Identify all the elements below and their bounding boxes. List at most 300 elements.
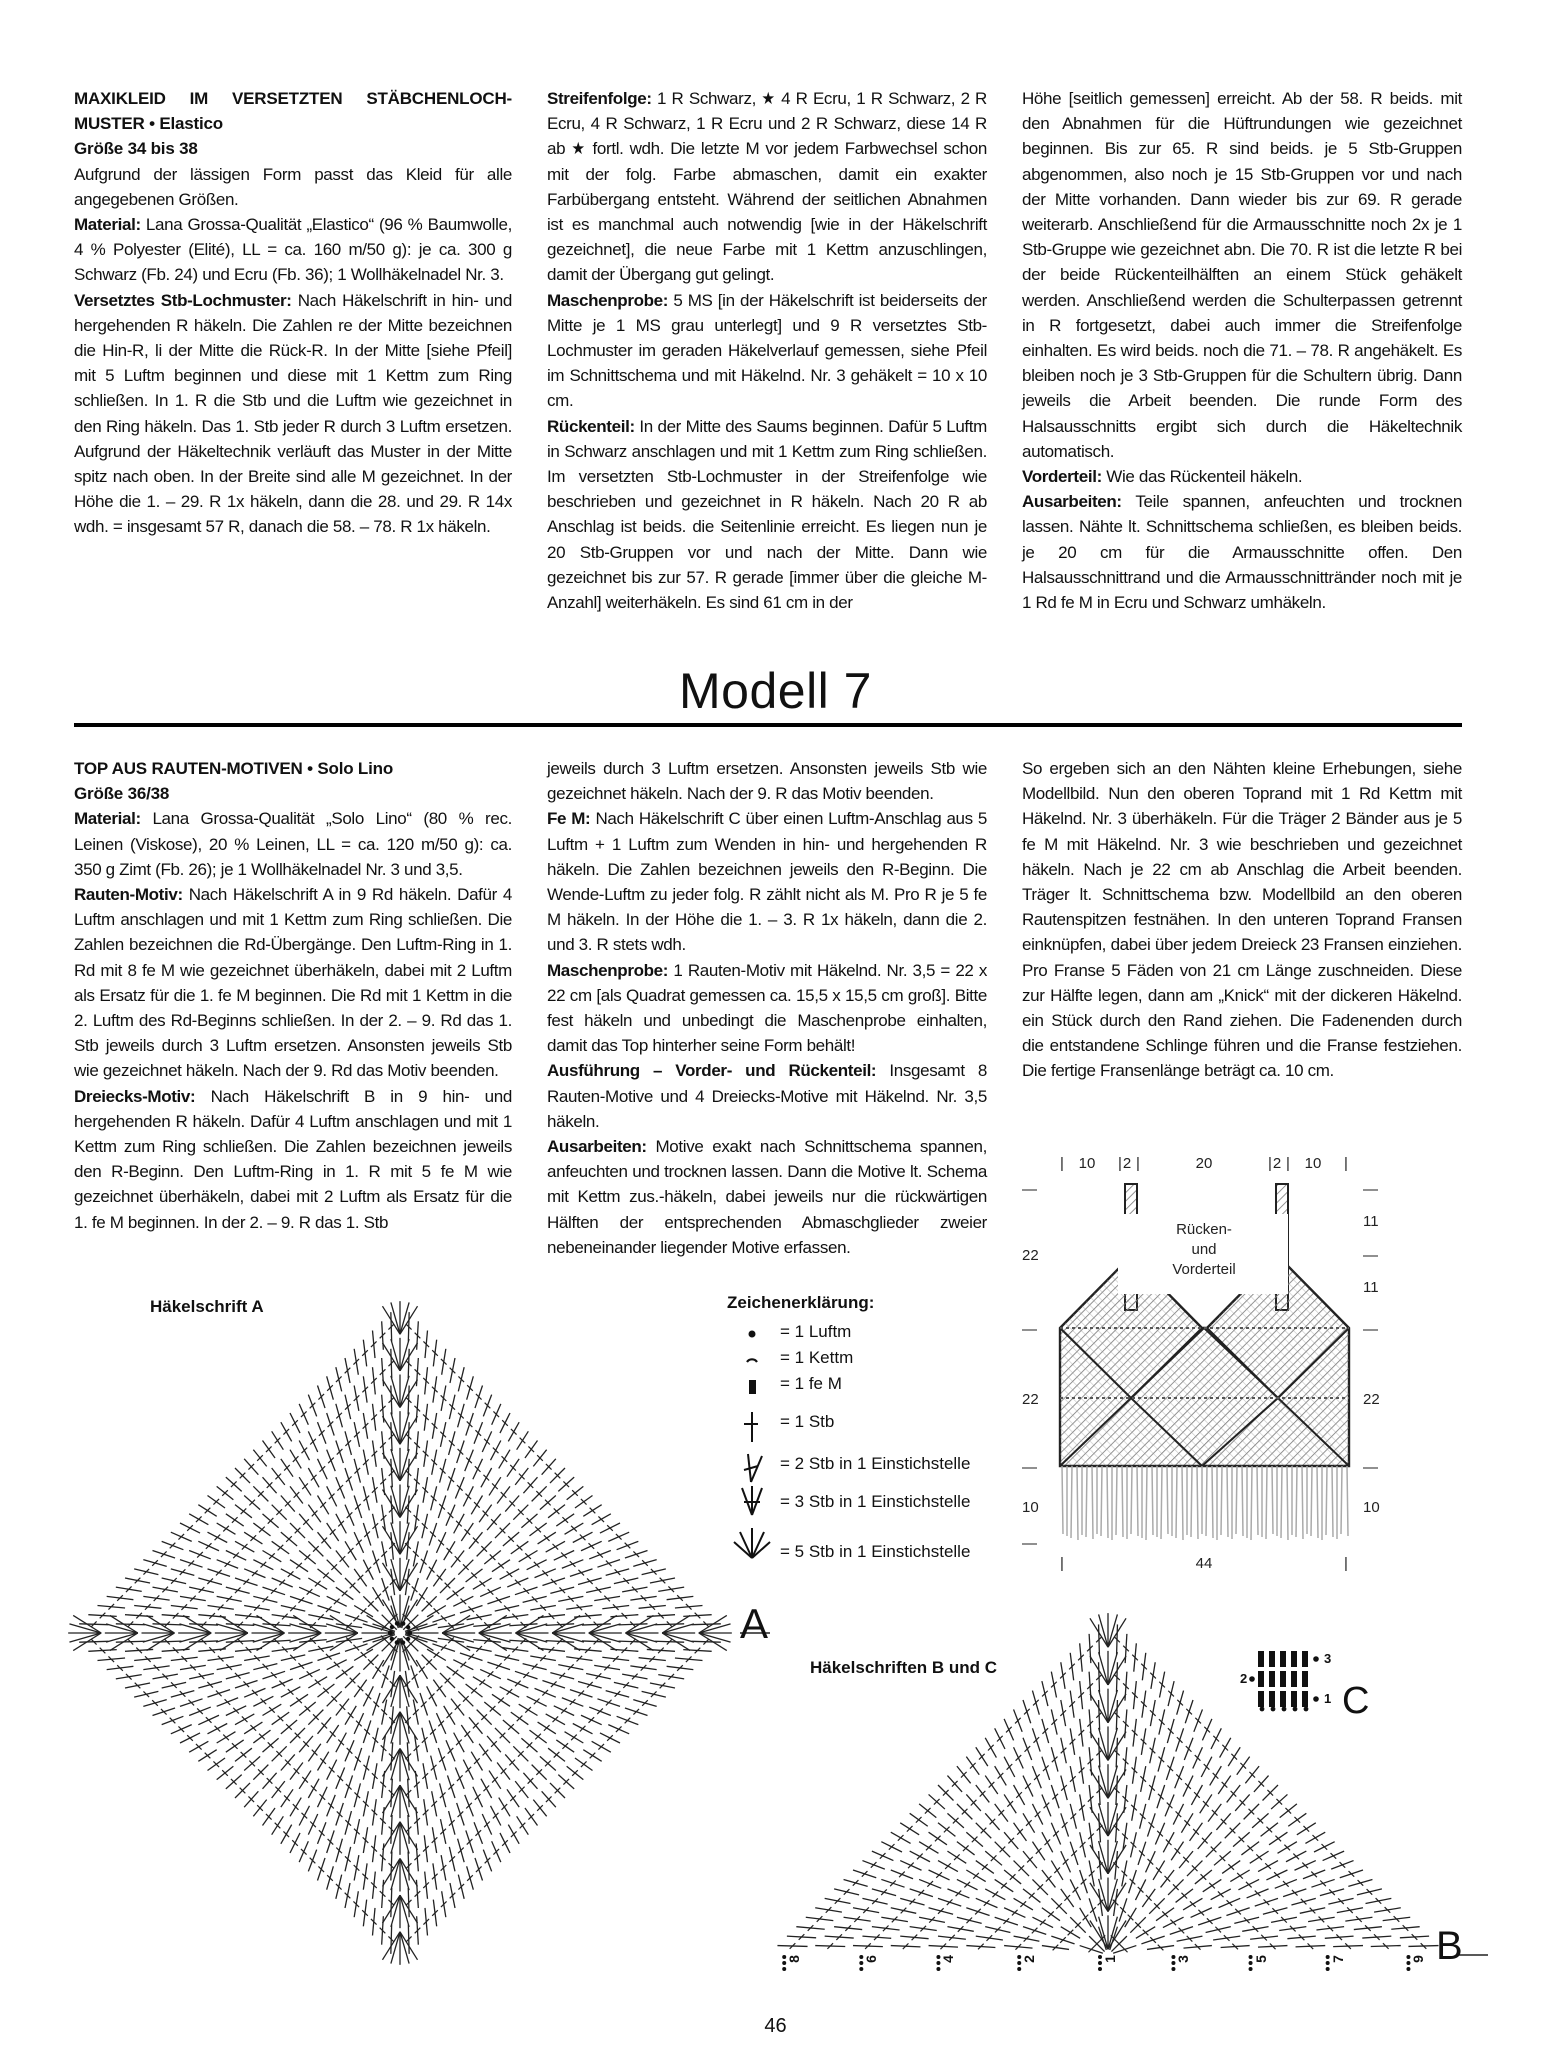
stitch-mark	[929, 1917, 935, 1923]
stitch-mark	[925, 1808, 931, 1814]
stitch-mark	[1052, 1794, 1058, 1800]
stitch-mark	[429, 1693, 435, 1699]
stitch-mark	[892, 1917, 898, 1923]
stitch-mark	[106, 1624, 138, 1633]
stitch-mark	[1075, 1922, 1081, 1928]
stitch-mark	[515, 1681, 521, 1687]
stitch-mark	[985, 1813, 999, 1830]
fringe-mark	[1332, 1466, 1333, 1537]
stitch-mark	[1275, 1879, 1297, 1888]
stitch-mark	[1099, 1879, 1108, 1912]
stitch-mark	[890, 1880, 896, 1886]
stitch-mark	[966, 1917, 972, 1923]
stitch-mark	[949, 1935, 955, 1941]
stitch-mark	[553, 1544, 559, 1550]
stitch-mark	[553, 1716, 559, 1722]
stitch-mark	[1099, 1624, 1100, 1654]
stitch-mark	[929, 1794, 945, 1809]
stitch-mark	[1004, 1794, 1016, 1813]
fringe-mark	[1341, 1466, 1342, 1534]
stitch-mark	[1228, 1864, 1234, 1870]
stitch-mark	[1064, 1895, 1070, 1901]
stitch-mark	[311, 1475, 317, 1481]
stitch-mark	[511, 1831, 517, 1837]
stitch-mark	[1297, 1823, 1316, 1835]
stitch-mark	[106, 1633, 138, 1642]
stitch-mark	[400, 1822, 409, 1854]
stitch-mark	[311, 1786, 317, 1792]
stitch-mark	[898, 1835, 904, 1841]
stitch-mark	[1114, 1889, 1118, 1916]
paragraph	[74, 756, 512, 781]
diagram-a-title: Häkelschrift A	[150, 1297, 264, 1316]
stitch-mark	[1089, 1871, 1095, 1877]
stitch-mark	[1024, 1709, 1030, 1715]
fringe-mark	[1266, 1466, 1267, 1539]
stitch-mark	[1163, 1832, 1174, 1852]
stitch-mark	[1269, 1832, 1287, 1845]
stitch-mark	[1012, 1910, 1018, 1916]
stitch-mark	[978, 1944, 984, 1950]
stitch-mark	[1023, 1927, 1046, 1935]
stitch-mark	[1090, 1807, 1108, 1836]
stitch-mark	[1314, 1842, 1335, 1852]
stitch-mark	[1018, 1865, 1024, 1871]
stitch-mark	[320, 1794, 326, 1800]
stitch-mark	[1354, 1927, 1382, 1930]
stitch-mark	[1051, 1719, 1057, 1725]
stitch-mark	[1198, 1917, 1221, 1925]
stitch-mark	[1051, 1823, 1060, 1845]
stitch-mark	[310, 1403, 316, 1409]
stitch-mark	[571, 1526, 577, 1532]
stitch-mark	[1142, 1653, 1145, 1681]
stitch-mark	[178, 1726, 184, 1732]
stitch-mark	[1146, 1851, 1156, 1872]
stitch-mark	[1116, 1776, 1118, 1805]
stitch-mark	[1124, 1785, 1127, 1813]
mid-column-2	[547, 756, 987, 1260]
stitch-mark	[1170, 1927, 1193, 1935]
stitch-mark	[976, 1861, 994, 1874]
stitch-mark	[991, 1855, 997, 1861]
stitch-mark	[1078, 1730, 1084, 1736]
stitch-mark	[919, 1842, 938, 1854]
chain-mark	[395, 1621, 399, 1625]
chart-c-row-1: 1	[1324, 1691, 1332, 1706]
stitch-mark	[542, 1690, 548, 1696]
stitch-mark	[1007, 1764, 1013, 1770]
stitch-mark	[998, 1773, 1004, 1779]
stitch-mark	[1114, 1750, 1120, 1756]
body-text: In der Mitte des Saums beginnen. Dafür 5 Luftm in Schwarz anschlagen und mit 1 Kettm zum Ring schließen. Im versetzten Stb-Lochmuster in der Streifenfolge wie beschrieben und gezeichnet in R häkeln. Nach 20 R ab Anschlag ist beids. die Seitenlinie erreicht. Es liegen nun je 20 Stb-Gruppen vor und nach der Mitte. Dann wie gezeichnet bis zur 57. R gerade [immer über die gleiche M-Anzahl] weiterhäkeln. Es sind 61 cm in der	[547, 416, 987, 613]
stitch-mark	[507, 1571, 513, 1577]
stitch-mark	[985, 1927, 1010, 1933]
heading: MAXIKLEID IM VERSETZTEN STÄBCHENLOCH-MUSTER • Elastico	[74, 89, 512, 134]
stitch-mark	[662, 1633, 694, 1642]
stitch-mark	[1184, 1738, 1193, 1760]
stitch-mark	[1183, 1946, 1211, 1949]
stitch-mark	[1130, 1917, 1145, 1932]
chain-mark	[1098, 1967, 1102, 1971]
stitch-mark	[269, 1707, 275, 1713]
stitch-mark	[1108, 1732, 1126, 1761]
stitch-mark	[1340, 1862, 1346, 1868]
stitch-mark	[1089, 1861, 1094, 1887]
paragraph	[74, 882, 512, 1084]
chain-mark	[395, 1640, 399, 1644]
stitch-mark	[1230, 1828, 1236, 1834]
stitch-mark	[1168, 1681, 1174, 1706]
stitch-mark	[1123, 1646, 1129, 1652]
stitch-mark	[1253, 1926, 1259, 1932]
stitch-mark	[1090, 1907, 1096, 1913]
stitch-mark	[1210, 1766, 1222, 1785]
schema-dim-right-3: 22	[1363, 1391, 1380, 1408]
stitch-mark	[1227, 1900, 1233, 1906]
fringe-mark	[1071, 1466, 1072, 1538]
stitch-mark	[1271, 1917, 1297, 1922]
stitch-mark	[1023, 1851, 1037, 1868]
stitch-mark	[995, 1879, 1014, 1891]
legend-item-3dc: = 3 Stb in 1 Einstichstelle	[780, 1492, 971, 1511]
stitch-mark	[1090, 1769, 1108, 1798]
stitch-mark	[1023, 1889, 1040, 1903]
svg-text:|: |	[1344, 1155, 1348, 1172]
stitch-mark	[571, 1735, 577, 1741]
chart-b-row-label: 6	[863, 1955, 880, 1963]
schema-label-3: Vorderteil	[1172, 1261, 1236, 1278]
stitch-mark	[997, 1736, 1003, 1742]
stitch-mark	[570, 1699, 576, 1705]
stitch-mark	[1139, 1850, 1145, 1856]
stitch-mark	[329, 1767, 335, 1773]
stitch-mark	[329, 1494, 335, 1500]
stitch-mark	[493, 1411, 499, 1417]
chain-mark	[390, 1637, 394, 1641]
stitch-mark	[1042, 1870, 1056, 1887]
stitch-mark	[1138, 1887, 1144, 1893]
stitch-mark	[1071, 1850, 1077, 1856]
stitch-mark	[1200, 1794, 1212, 1813]
stitch-mark	[1140, 1813, 1146, 1819]
stitch-mark	[361, 1608, 367, 1614]
stitch-mark	[375, 1594, 381, 1600]
stitch-mark	[1040, 1920, 1046, 1926]
stitch-mark	[971, 1800, 977, 1806]
stitch-mark	[1070, 1739, 1076, 1745]
fringe-mark	[1122, 1466, 1123, 1537]
legend-item-dc: = 1 Stb	[780, 1412, 835, 1431]
stitch-mark	[400, 1712, 418, 1740]
stitch-mark	[1366, 1898, 1392, 1903]
stitch-mark	[1327, 1925, 1333, 1931]
stitch-mark	[836, 1934, 842, 1940]
stitch-mark	[320, 1466, 326, 1472]
stitch-mark	[1099, 1803, 1108, 1836]
stitch-mark	[1080, 1870, 1088, 1893]
stitch-mark	[1191, 1908, 1212, 1918]
stitch-mark	[69, 1624, 101, 1633]
stitch-mark	[1383, 1943, 1389, 1949]
stitch-mark	[315, 1680, 321, 1686]
stitch-mark	[1123, 1759, 1129, 1765]
stitch-mark	[1090, 1656, 1108, 1685]
stitch-mark	[616, 1534, 622, 1540]
stitch-mark	[1097, 1862, 1103, 1868]
stitch-mark	[1001, 1883, 1007, 1889]
stitch-mark	[945, 1863, 951, 1869]
stitch-mark	[1120, 1907, 1126, 1913]
stitch-mark	[1141, 1936, 1164, 1944]
stitch-mark	[1195, 1870, 1212, 1884]
stitch-mark	[1089, 1898, 1097, 1921]
stitch-mark	[1183, 1898, 1202, 1910]
stitch-mark	[1062, 1822, 1068, 1828]
stitch-mark	[1151, 1662, 1155, 1689]
stitch-mark	[1116, 1813, 1118, 1842]
stitch-mark	[1195, 1944, 1201, 1950]
body-text: Höhe [seitlich gemessen] erreicht. Ab der 58. R beids. mit den Abnahmen für die Hüftrundungen wie gezeichnet beginnen. Bis zur 65. R sind beids. je 5 Stb-Gruppen abgenommen, also noch je 15 Stb-Gruppen vor und nach der Mitte vorhanden. Dann wieder bis zur 69. R gerade weiterarb. Anschließend für die Armausschnitte noch 2x je 1 Stb-Gruppe wie gezeichnet abn. Die 70. R ist die letzte R bei der beide Rückenteilhälften an einem Stück gehäkelt werden. Anschließend werden die Schulterpassen getrennt in R fortgesetzt, dabei auch immer die Streifenfolge einhalten. Es wird beids. noch die 71. – 78. R angehäkelt. Es bleiben noch je 3 Stb-Gruppen für die Schultern übrig. Dann jeweils die Arbeit beenden. Die runde Form des Halsausschnitts ergibt sich durch die Häkeltechnik automatisch.	[1022, 89, 1462, 461]
chain-mark	[401, 1640, 405, 1644]
stitch-mark	[1244, 1917, 1250, 1923]
stitch-mark	[1149, 1898, 1164, 1913]
stitch-mark	[929, 1908, 954, 1914]
stitch-mark	[1029, 1893, 1035, 1899]
svg-text:|: |	[1118, 1155, 1122, 1172]
chart-b-row-label: 7	[1329, 1955, 1346, 1963]
stitch-mark	[1116, 1941, 1122, 1947]
schema-dim-top-5: 10	[1304, 1155, 1322, 1172]
chart-b-row-label: 3	[1175, 1955, 1192, 1963]
svg-text:—: —	[1363, 1321, 1378, 1338]
stitch-mark	[1108, 1803, 1117, 1836]
stitch-mark	[589, 1717, 595, 1723]
stitch-mark	[957, 1917, 982, 1923]
stitch-mark	[1222, 1745, 1228, 1751]
stitch-mark	[561, 1708, 567, 1714]
stitch-mark	[872, 1927, 900, 1930]
stitch-mark	[1183, 1857, 1189, 1863]
stitch-mark	[197, 1552, 203, 1558]
stitch-mark	[1042, 1681, 1048, 1706]
stitch-mark	[1266, 1827, 1272, 1833]
svg-text:—: —	[1022, 1535, 1037, 1552]
stitch-mark	[1296, 1946, 1326, 1947]
stitch-mark	[429, 1567, 435, 1573]
stitch-mark	[1340, 1870, 1363, 1878]
schema-dim-right-1: 11	[1363, 1213, 1379, 1230]
stitch-mark	[981, 1828, 987, 1834]
stitch-mark	[1080, 1757, 1084, 1784]
stitch-mark	[954, 1854, 960, 1860]
stitch-mark	[826, 1907, 832, 1913]
stitch-mark	[223, 1526, 229, 1532]
stitch-mark	[215, 1535, 221, 1541]
stitch-mark	[1160, 1672, 1165, 1698]
stitch-mark	[1099, 1690, 1108, 1723]
stitch-mark	[1140, 1804, 1146, 1829]
stitch-mark	[1237, 1873, 1243, 1879]
stitch-mark	[918, 1890, 924, 1896]
stitch-mark	[976, 1936, 1003, 1940]
stitch-mark	[1061, 1927, 1080, 1939]
chain-mark	[406, 1625, 410, 1629]
stitch-mark	[206, 1543, 212, 1549]
stitch-mark	[1070, 1728, 1074, 1755]
stitch-mark	[1168, 1879, 1183, 1894]
stitch-mark	[1220, 1738, 1231, 1758]
heading: TOP AUS RAUTEN-MOTIVEN • Solo Lino	[74, 759, 394, 778]
stitch-mark	[975, 1909, 981, 1915]
chart-c-row-2: 2	[1240, 1671, 1248, 1686]
stitch-mark	[1113, 1900, 1119, 1906]
stitch-mark	[400, 1339, 409, 1371]
stitch-mark	[1270, 1944, 1276, 1950]
stitch-mark	[1312, 1835, 1318, 1841]
stitch-mark	[1087, 1646, 1093, 1652]
stitch-mark	[910, 1813, 928, 1826]
stitch-mark	[1252, 1813, 1268, 1828]
stitch-mark	[252, 1570, 258, 1576]
stitch-mark	[1345, 1943, 1351, 1949]
stitch-mark	[1035, 1811, 1041, 1817]
stitch-mark	[1204, 1764, 1210, 1770]
chart-b-row-label: 8	[786, 1955, 803, 1963]
stitch-mark	[1090, 1732, 1108, 1761]
stitch-mark	[1264, 1899, 1270, 1905]
stitch-mark	[1238, 1879, 1259, 1889]
stitch-mark	[1051, 1785, 1059, 1808]
stitch-mark	[1157, 1831, 1163, 1837]
stitch-mark	[233, 1553, 239, 1559]
stitch-mark	[1007, 1801, 1013, 1807]
stitch-mark	[1293, 1854, 1299, 1860]
stitch-mark	[1376, 1898, 1382, 1904]
stitch-mark	[1051, 1682, 1057, 1688]
stitch-mark	[1235, 1909, 1241, 1915]
stitch-mark	[1088, 1796, 1094, 1802]
stitch-mark	[1117, 1624, 1118, 1654]
stitch-mark	[1133, 1681, 1136, 1709]
stitch-mark	[400, 1412, 409, 1444]
stitch-mark	[936, 1872, 942, 1878]
stitch-mark	[1234, 1917, 1259, 1923]
stitch-mark	[319, 1430, 325, 1436]
stitch-mark	[900, 1823, 919, 1835]
stitch-mark	[907, 1826, 913, 1832]
stitch-mark	[225, 1699, 231, 1705]
stitch-mark	[1089, 1672, 1091, 1701]
stitch-mark	[1183, 1776, 1193, 1797]
fringe-mark	[1251, 1466, 1252, 1540]
fringe-mark	[1257, 1466, 1258, 1535]
stitch-mark	[307, 1671, 313, 1677]
stitch-mark	[1198, 1832, 1212, 1849]
stitch-mark	[1185, 1700, 1193, 1723]
svg-text:|: |	[1268, 1155, 1272, 1172]
stitch-mark	[257, 1615, 285, 1633]
stitch-mark	[447, 1712, 453, 1718]
stitch-mark	[834, 1927, 862, 1930]
stitch-mark	[1048, 1911, 1054, 1917]
stitch-mark	[1212, 1810, 1218, 1816]
stitch-mark	[1108, 1694, 1126, 1723]
stitch-mark	[1209, 1883, 1215, 1889]
stitch-mark	[598, 1744, 604, 1750]
stitch-mark	[1156, 1908, 1174, 1921]
stitch-mark	[1203, 1801, 1209, 1807]
stitch-mark	[589, 1543, 595, 1549]
stitch-mark	[1365, 1925, 1371, 1931]
stitch-mark	[479, 1680, 485, 1686]
stitch-mark	[1176, 1774, 1182, 1780]
stitch-mark	[1154, 1903, 1160, 1909]
stitch-mark	[1089, 1785, 1092, 1813]
schema-dim-left-3: 10	[1022, 1499, 1039, 1516]
label: Streifenfolge:	[547, 89, 652, 108]
five-dc-icon	[734, 1528, 770, 1558]
stitch-mark	[1198, 1910, 1204, 1916]
body-text: 1 Rauten-Motiv mit Häkelnd. Nr. 3,5 = 22 x 22 cm [als Quadrat gemessen ca. 15,5 x 15,5 cm groß]. Bitte fest häkeln und unbedingt die Maschenprobe einhalten, damit das Top hinterher seine Form behält!	[547, 960, 987, 1056]
stitch-mark	[456, 1740, 462, 1746]
stitch-mark	[1211, 1847, 1217, 1853]
stitch-mark	[1261, 1935, 1267, 1941]
chain-mark	[401, 1621, 405, 1625]
stitch-mark	[1357, 1889, 1382, 1895]
stitch-mark	[1099, 1851, 1102, 1879]
stitch-mark	[1203, 1879, 1222, 1891]
stitch-mark	[1122, 1861, 1127, 1887]
stitch-mark	[1042, 1908, 1060, 1921]
svg-text:—: —	[1363, 1181, 1378, 1198]
stitch-mark	[970, 1763, 976, 1769]
label: Material:	[74, 809, 141, 829]
stitch-mark	[825, 1898, 851, 1903]
slip-stitch-icon	[747, 1359, 757, 1362]
stitch-mark	[1288, 1813, 1306, 1826]
stitch-mark	[485, 1403, 491, 1409]
stitch-mark	[985, 1851, 1002, 1865]
fringe-mark	[1206, 1466, 1207, 1536]
stitch-mark	[947, 1813, 963, 1828]
stitch-mark	[319, 1830, 325, 1836]
body-text: Aufgrund der lässigen Form passt das Kleid für alle angegebenen Größen.	[74, 164, 512, 209]
stitch-mark	[1024, 1936, 1030, 1942]
chain-mark	[1017, 1967, 1021, 1971]
stitch-mark	[1187, 1861, 1202, 1876]
stitch-mark	[288, 1571, 294, 1577]
stitch-mark	[483, 1475, 489, 1481]
stitch-mark	[1100, 1935, 1106, 1941]
stitch-mark	[187, 1525, 193, 1531]
stitch-mark	[1116, 1700, 1117, 1730]
page-number: 46	[764, 2015, 787, 2037]
diagram-bc-title: Häkelschriften B und C	[810, 1658, 998, 1677]
stitch-mark	[479, 1633, 507, 1651]
stitch-mark	[1367, 1889, 1373, 1895]
stitch-mark	[1132, 1757, 1136, 1784]
stitch-mark	[1004, 1870, 1021, 1884]
legend-item-2dc: = 2 Stb in 1 Einstichstelle	[780, 1454, 971, 1473]
stitch-mark	[1073, 1887, 1079, 1893]
stitch-mark	[1227, 1785, 1241, 1802]
stitch-mark	[1385, 1907, 1391, 1913]
stitch-mark	[479, 1615, 507, 1633]
stitch-mark	[1089, 1634, 1091, 1663]
stitch-mark	[891, 1870, 913, 1879]
stitch-mark	[966, 1870, 985, 1882]
